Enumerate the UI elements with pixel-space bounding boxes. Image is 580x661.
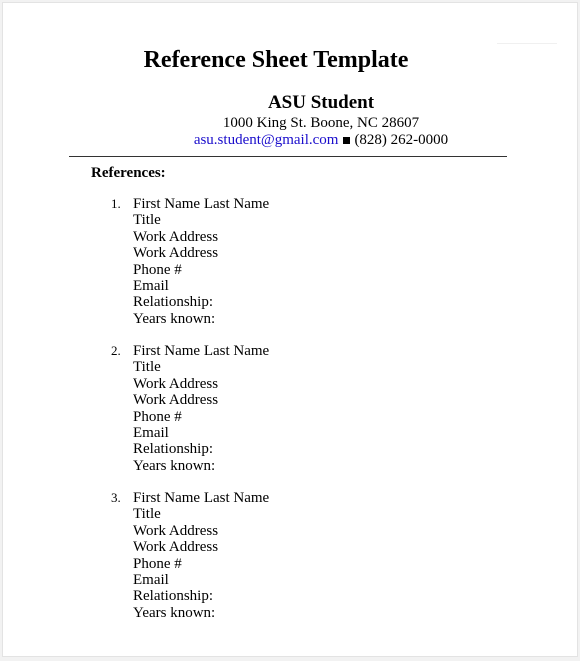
reference-line: Phone # — [133, 261, 182, 278]
reference-entry-1 — [111, 196, 269, 327]
reference-line: Work Address — [133, 539, 219, 556]
reference-number: 3. — [111, 490, 121, 505]
reference-line: Years known: — [133, 604, 216, 621]
bullet-square-icon — [343, 137, 350, 144]
reference-line: Title — [133, 506, 161, 523]
reference-line: Work Address — [133, 245, 219, 262]
email-link[interactable]: asu.student@gmail.com — [193, 132, 339, 148]
references-heading: References: — [91, 165, 166, 181]
faint-line — [497, 43, 557, 44]
reference-line: Phone # — [133, 555, 182, 572]
student-address: 1000 King St. Boone, NC 28607 — [222, 115, 420, 131]
reference-line: Work Address — [133, 522, 219, 539]
reference-line: Years known: — [133, 457, 216, 474]
reference-line: Relationship: — [133, 441, 213, 458]
reference-line: Phone # — [133, 408, 182, 425]
reference-line: Relationship: — [133, 588, 213, 605]
reference-number: 2. — [111, 343, 121, 358]
reference-line: Email — [133, 278, 169, 295]
contact-line — [48, 131, 580, 149]
reference-line: Work Address — [133, 392, 219, 409]
reference-line: Work Address — [133, 375, 219, 392]
reference-entry-2 — [111, 343, 269, 474]
reference-line: Work Address — [133, 228, 219, 245]
reference-line: Email — [133, 572, 169, 589]
document-page — [2, 2, 578, 657]
reference-line: First Name Last Name — [133, 490, 270, 506]
student-name: ASU Student — [267, 92, 375, 113]
reference-line: Email — [133, 425, 169, 442]
reference-line: Years known: — [133, 310, 216, 327]
reference-line: First Name Last Name — [133, 196, 270, 212]
horizontal-divider — [69, 156, 507, 157]
reference-line: Title — [133, 359, 161, 376]
reference-entry-3 — [111, 490, 269, 621]
phone-number: (828) 262-0000 — [354, 132, 449, 148]
reference-line: Title — [133, 212, 161, 229]
reference-line: First Name Last Name — [133, 343, 270, 359]
reference-line: Relationship: — [133, 294, 213, 311]
document-title: Reference Sheet Template — [143, 47, 409, 73]
reference-number: 1. — [111, 196, 121, 211]
